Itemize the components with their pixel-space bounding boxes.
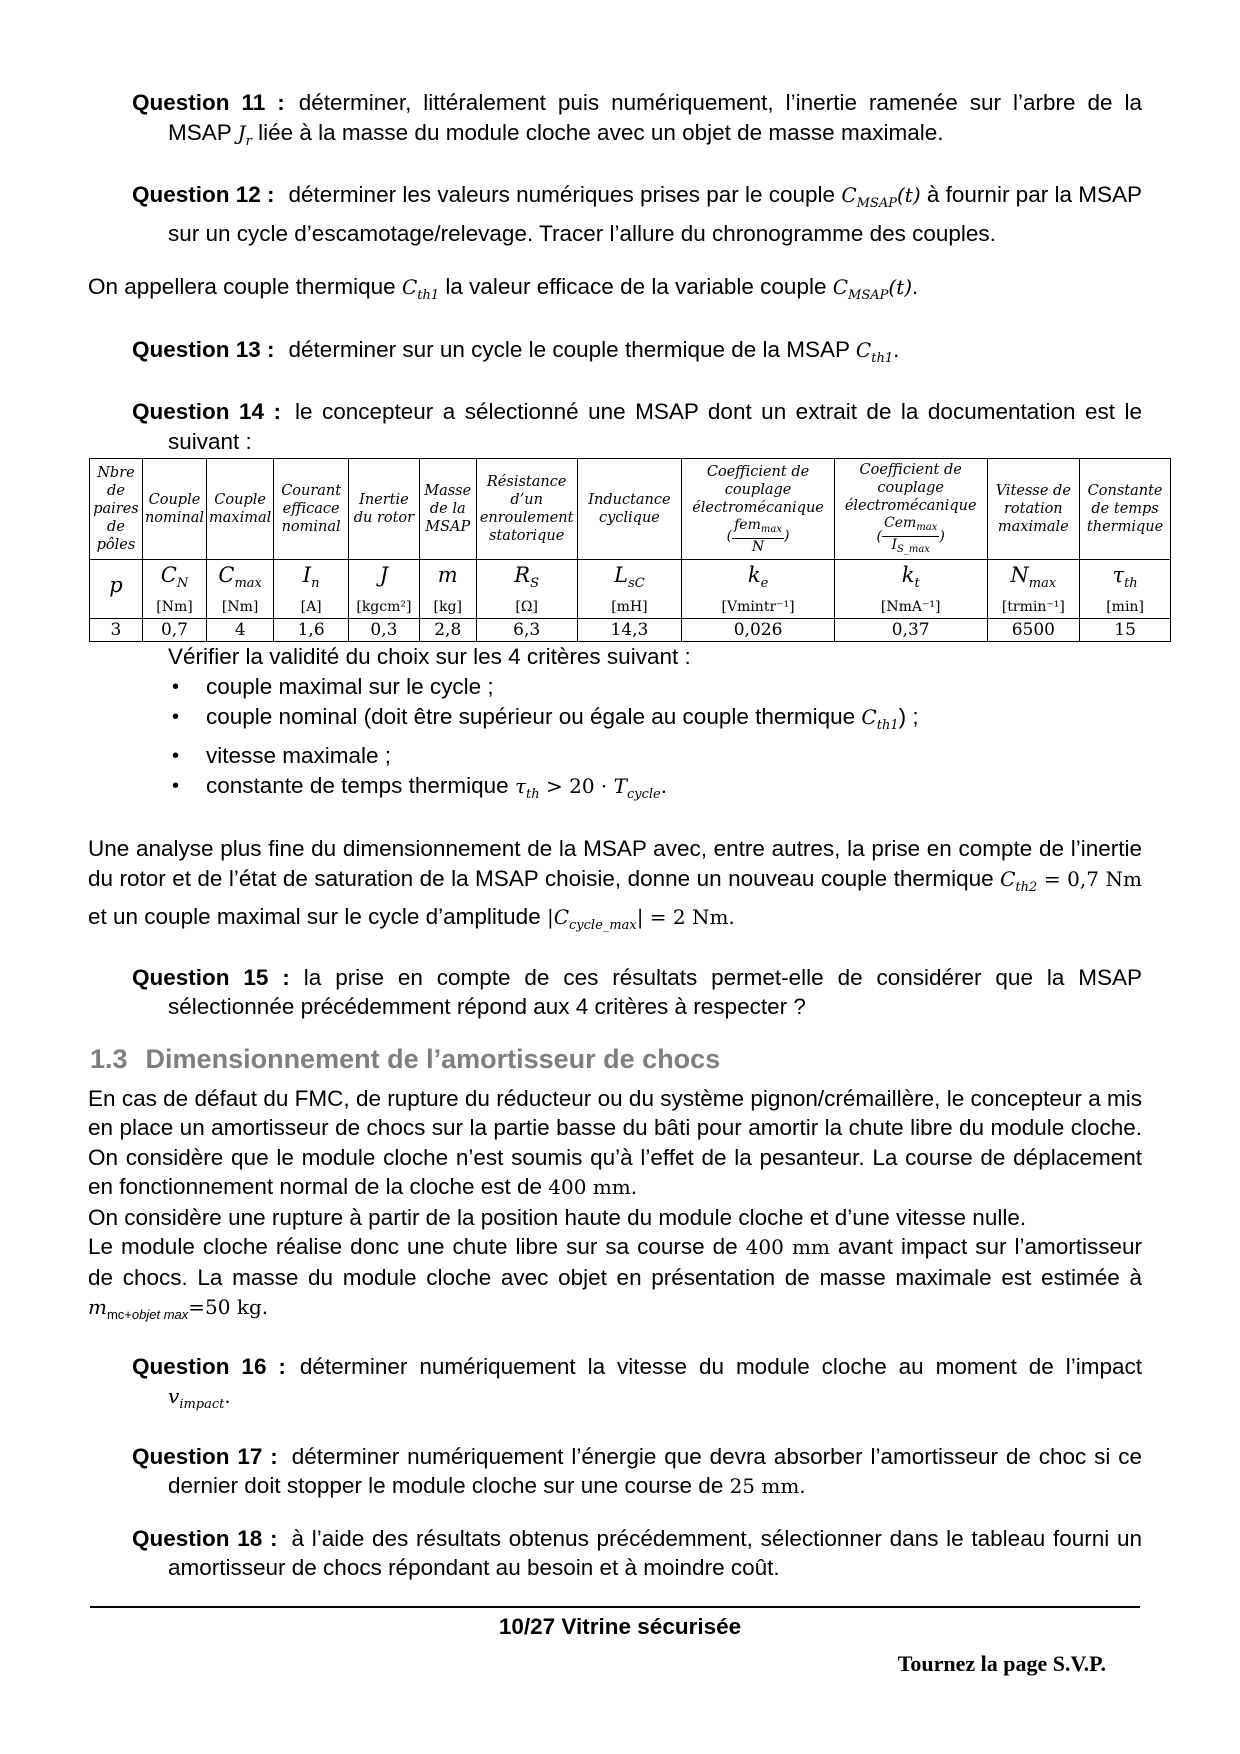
value-cell: 6500 [987, 619, 1080, 642]
value-cell: 0,37 [834, 619, 987, 642]
question-label: Question 18 : [132, 1525, 278, 1551]
criteria-list [90, 672, 1142, 810]
header-cell: Constante de temps thermique [1080, 459, 1171, 560]
msap-spec-table [89, 458, 1171, 642]
symbol-cell: $N_{max}$ [trmin⁻¹] [987, 560, 1080, 619]
footer-divider [90, 1606, 1140, 1608]
question-11: Question 11 : déterminer, littéralement puis numériquement, l’inertie ramenée sur l’arbre de la MSAP $J_r$ liée à la masse du module cloche avec un objet de masse maximale. [132, 90, 1142, 149]
table-symbol-row [90, 560, 1171, 619]
value-cell: 2,8 [419, 619, 476, 642]
header-cell: Couple nominal [142, 459, 206, 560]
question-15: Question 15 : la prise en compte de ces résultats permet-elle de considérer que la MSAP sélectionnée précédemment répond aux 4 critères à respecter ? [132, 964, 1142, 1019]
paragraph-thermique: On appellera couple thermique $C_{th1}$ la valeur efficace de la variable couple $C_{MSAP}(t)$. [88, 274, 919, 303]
table-value-row [90, 619, 1171, 642]
page-content [88, 88, 1164, 1583]
value-cell: 6,3 [476, 619, 577, 642]
question-label: Question 17 : [132, 1443, 278, 1469]
header-cell: Inertie du rotor [349, 459, 420, 560]
symbol-cell: m [kg] [419, 560, 476, 619]
value-cell: 0,7 [142, 619, 206, 642]
question-label: Question 16 : [132, 1353, 286, 1379]
symbol-cell: $C_N$ [Nm] [142, 560, 206, 619]
value-cell: 15 [1080, 619, 1171, 642]
symbol-cell: $k_e$ [Vmintr⁻¹] [682, 560, 835, 619]
question-14: Question 14 : le concepteur a sélectionné une MSAP dont un extrait de la documentation est le suivant : [132, 399, 1142, 454]
value-cell: 14,3 [577, 619, 682, 642]
question-label: Question 14 : [132, 399, 281, 424]
question-label: Question 12 : [132, 182, 275, 207]
header-cell: Vitesse de rotation maximale [987, 459, 1080, 560]
value-cell: 0,3 [349, 619, 420, 642]
fraction: ( $\frac{fem_{max}}{N}$ ) [726, 517, 790, 555]
symbol-cell: $L_{sC}$ [mH] [577, 560, 682, 619]
header-cell: Masse de la MSAP [419, 459, 476, 560]
paragraph-defaut: En cas de défaut du FMC, de rupture du réducteur ou du système pignon/crémaillère, le concepteur a mis en place un amortisseur de chocs sur la partie basse du bâti pour amortir la chute libre du module cloche. On considère que le module cloche n’est soumis qu’à l’effet de la pesanteur. La course de déplacement en fonctionnement normal de la cloche est de 400 mm. On considère une rupture à partir de la position haute du module cloche et d’une vitesse nulle. Le module cloche réalise donc une chute libre sur sa course de 400 mm avant impact sur l’amortisseur de chocs. La masse du module cloche avec objet en présentation de masse maximale est estimée à $m_{mc+objet max}=50$ kg. [88, 1085, 1143, 1322]
header-cell: Inductance cyclique [577, 459, 682, 560]
value-cell: 1,6 [274, 619, 349, 642]
list-item: • couple nominal (doit être supérieur ou égale au couple thermique $C_{th1}$) ; [206, 702, 1142, 741]
header-cell: Résistance d’un enroulement statorique [476, 459, 577, 560]
fraction: ( $\frac{Cem_{max}}{I_{S\_max}}$ ) [876, 514, 945, 555]
symbol-cell: $C_{max}$ [Nm] [207, 560, 274, 619]
list-item: • couple maximal sur le cycle ; [206, 672, 1142, 702]
question-16: Question 16 : déterminer numériquement la vitesse du module cloche au moment de l’impact $v_{impact}$. [132, 1353, 1142, 1412]
paragraph-analyse: Une analyse plus fine du dimensionnement de la MSAP avec, entre autres, la prise en compte de l’inertie du rotor et de l’état de saturation de la MSAP choisie, donne un nouveau couple thermique $C_{th2} = 0,7$ Nm et un couple maximal sur le cycle d’amplitude $|C_{cycle\_max}| = 2$ Nm. [88, 836, 1142, 933]
question-label: Question 11 : [132, 90, 285, 115]
value-cell: 4 [207, 619, 274, 642]
list-item: • constante de temps thermique $\tau_{th} > 20 \cdot T_{cycle}$. [206, 771, 1142, 810]
question-label: Question 15 : [132, 964, 290, 990]
header-cell: Courant efficace nominal [274, 459, 349, 560]
symbol-cell: $k_t$ [NmA⁻¹] [834, 560, 987, 619]
header-cell: Coefficient de couplage électromécanique ( $\frac{Cem_{max}}{I_{S\_max}}$ ) [834, 459, 987, 560]
symbol-cell: J [kgcm²] [349, 560, 420, 619]
symbol-cell: $R_S$ [Ω] [476, 560, 577, 619]
math-symbol: $J_r$ [237, 120, 252, 149]
page-footer-title: 10/27 Vitrine sécurisée [498, 1614, 742, 1639]
header-cell: Couple maximal [207, 459, 274, 560]
value-cell: 0,026 [682, 619, 835, 642]
header-cell: Nbre de paires de pôles [90, 459, 143, 560]
question-12: Question 12 : déterminer les valeurs numériques prises par le couple $C_{MSAP}(t)$ à fournir par la MSAP sur un cycle d’escamotage/relevage. Tracer l’allure du chronogramme des couples. [132, 182, 1142, 246]
header-cell: Coefficient de couplage électromécanique ( $\frac{fem_{max}}{N}$ ) [682, 459, 835, 560]
verification-intro: Vérifier la validité du choix sur les 4 critères suivant : [168, 644, 691, 669]
question-18: Question 18 : à l’aide des résultats obtenus précédemment, sélectionner dans le tableau fourni un amortisseur de chocs répondant au besoin et à moindre coût. [132, 1525, 1142, 1580]
question-13: Question 13 : déterminer sur un cycle le couple thermique de la MSAP $C_{th1}$. [132, 336, 900, 366]
list-item: • vitesse maximale ; [206, 741, 1142, 771]
math-symbol: $C_{MSAP}(t)$ [841, 183, 921, 211]
symbol-cell: $\tau_{th}$ [min] [1080, 560, 1171, 619]
question-label: Question 13 : [132, 336, 275, 362]
value-cell: 3 [90, 619, 143, 642]
symbol-cell: $I_n$ [A] [274, 560, 349, 619]
section-heading: 1.3 Dimensionnement de l’amortisseur de chocs [90, 1043, 721, 1074]
table-header-row [90, 459, 1171, 560]
symbol-cell: p [90, 560, 143, 619]
question-17: Question 17 : déterminer numériquement l’énergie que devra absorber l’amortisseur de choc si ce dernier doit stopper le module cloche sur une course de 25 mm. [132, 1443, 1143, 1498]
turn-page-note: Tournez la page S.V.P. [897, 1651, 1106, 1676]
